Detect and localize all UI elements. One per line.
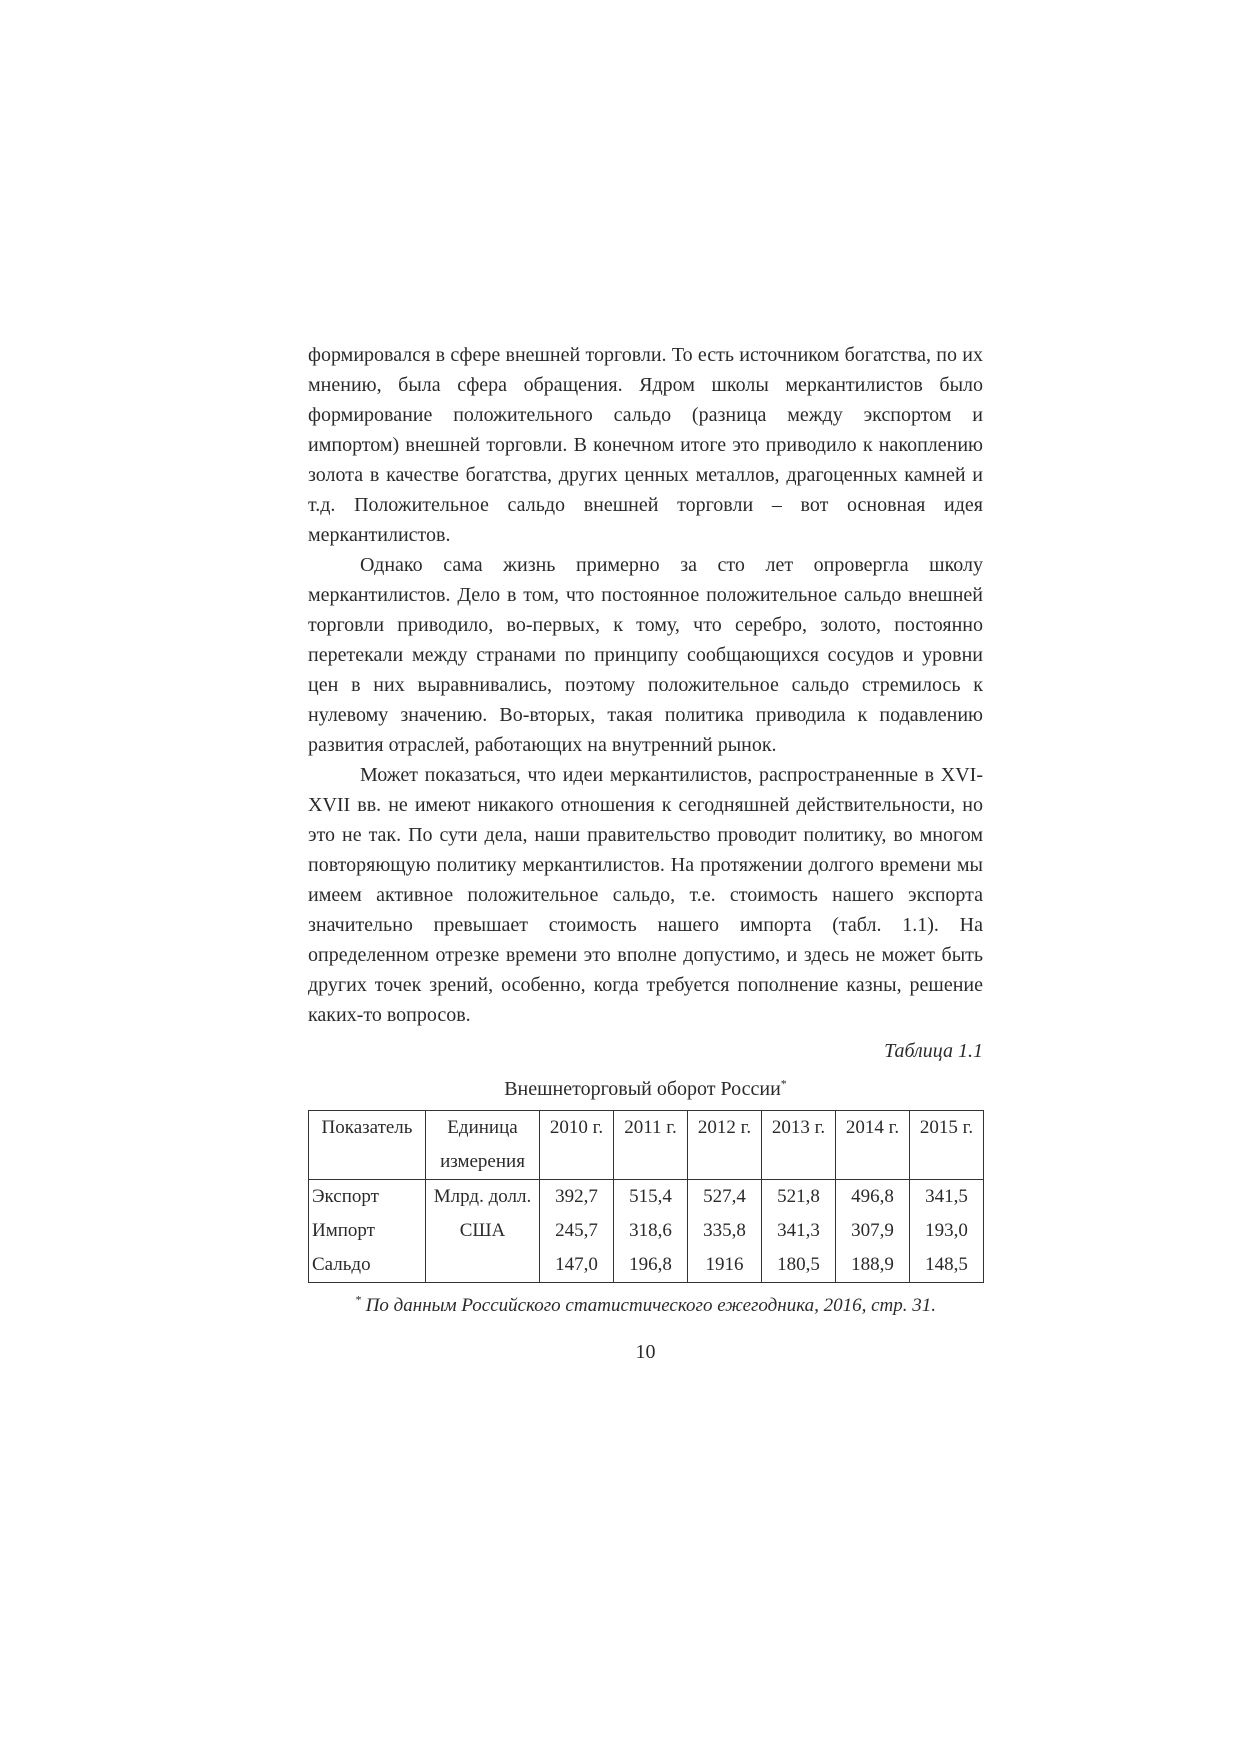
value-cell: 148,5 [910, 1248, 984, 1283]
value-cell: 196,8 [614, 1248, 688, 1283]
table-title-footnote-mark: * [780, 1076, 787, 1091]
trade-turnover-table [308, 1110, 984, 1283]
footnote-mark: * [354, 1292, 361, 1307]
value-cell: 180,5 [762, 1248, 836, 1283]
header-year: 2010 г. [540, 1111, 614, 1180]
table-header-row [309, 1111, 984, 1180]
value-cell: 307,9 [836, 1214, 910, 1248]
value-cell: 527,4 [688, 1180, 762, 1215]
value-cell: 341,3 [762, 1214, 836, 1248]
value-cell: 335,8 [688, 1214, 762, 1248]
header-year: 2014 г. [836, 1111, 910, 1180]
header-year: 2013 г. [762, 1111, 836, 1180]
header-year: 2012 г. [688, 1111, 762, 1180]
header-unit-line2: измерения [440, 1151, 525, 1172]
page-number: 10 [635, 1341, 656, 1363]
paragraph-1: формировался в сфере внешней торговли. То есть источником богатства, по их мнению, была сфера обращения. Ядром школы меркантилистов было формирование положительного сальдо (разница между экспортом и импортом) внешней торговли. В конечном итоге это приводило к накоплению золота в качестве богатства, других ценных металлов, драгоценных камней и т.д. Положительное сальдо внешней торговли – вот основная идея меркантилистов. [308, 344, 983, 546]
page-content [308, 340, 983, 1364]
table-row-import [309, 1214, 984, 1248]
table-row-balance [309, 1248, 984, 1283]
value-cell: 521,8 [762, 1180, 836, 1215]
value-cell: 515,4 [614, 1180, 688, 1215]
header-year: 2015 г. [910, 1111, 984, 1180]
value-cell: 496,8 [836, 1180, 910, 1215]
row-indicator: Экспорт [309, 1180, 426, 1215]
header-indicator: Показатель [309, 1111, 426, 1180]
value-cell: 318,6 [614, 1214, 688, 1248]
value-cell: 1916 [688, 1248, 762, 1283]
header-unit [426, 1111, 540, 1180]
value-cell: 392,7 [540, 1180, 614, 1215]
value-cell: 193,0 [910, 1214, 984, 1248]
table-title [308, 1074, 983, 1104]
unit-cell-empty [426, 1248, 540, 1283]
paragraph-2: Однако сама жизнь примерно за сто лет опровергла школу меркантилистов. Дело в том, что постоянное положительное сальдо внешней торговли приводило, во-первых, к тому, что серебро, золото, постоянно перетекали между странами по принципу сообщающихся сосудов и уровни цен в них выравнивались, поэтому положительное сальдо стремилось к нулевому значению. Во-вторых, такая политика приводила к подавлению развития отраслей, работающих на внутренний рынок. [308, 554, 983, 756]
value-cell: 341,5 [910, 1180, 984, 1215]
value-cell: 188,9 [836, 1248, 910, 1283]
value-cell: 147,0 [540, 1248, 614, 1283]
table-title-text: Внешнеторговый оборот России [504, 1078, 781, 1100]
row-indicator: Импорт [309, 1214, 426, 1248]
paragraph-3: Может показаться, что идеи меркантилистов, распространенные в XVI-XVII вв. не имеют никакого отношения к сегодняшней действительности, но это не так. По сути дела, наши правительство проводит политику, во многом повторяющую политику меркантилистов. На протяжении долгого времени мы имеем активное положительное сальдо, т.е. стоимость нашего экспорта значительно превышает стоимость нашего импорта (табл. 1.1). На определенном отрезке времени это вполне допустимо, и здесь не может быть других точек зрений, особенно, когда требуется пополнение казны, решение каких-то вопросов. [308, 764, 983, 1026]
value-cell: 245,7 [540, 1214, 614, 1248]
footnote-text: По данным Российского статистического ежегодника, 2016, стр. 31. [365, 1295, 937, 1316]
table-footnote [308, 1293, 983, 1319]
unit-cell-line1: Млрд. долл. [426, 1180, 540, 1215]
table-caption: Таблица 1.1 [884, 1040, 983, 1062]
header-year: 2011 г. [614, 1111, 688, 1180]
header-unit-line1: Единица [447, 1117, 518, 1138]
unit-cell-line2: США [426, 1214, 540, 1248]
row-indicator: Сальдо [309, 1248, 426, 1283]
table-row-export [309, 1180, 984, 1215]
